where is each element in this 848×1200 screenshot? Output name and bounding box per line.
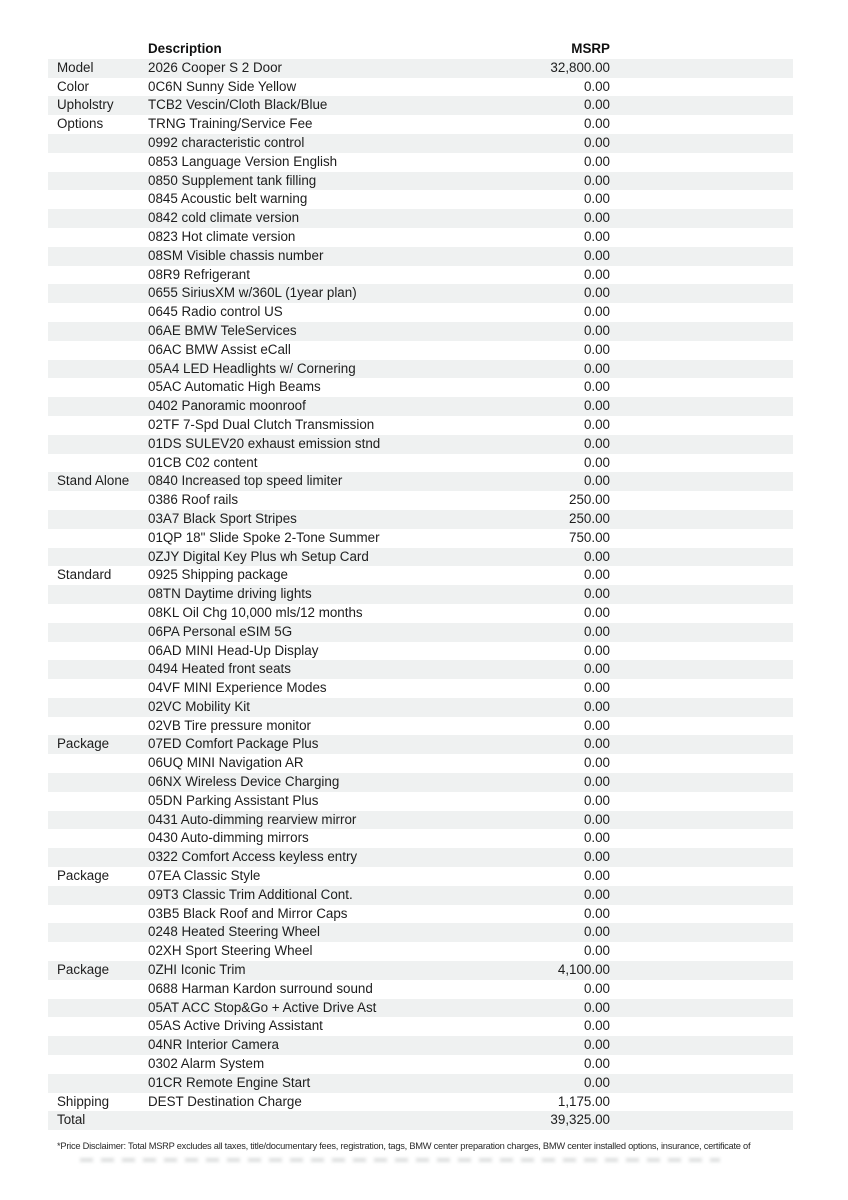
description-cell: 06UQ MINI Navigation AR	[148, 755, 304, 771]
description-cell: 0992 characteristic control	[148, 134, 305, 150]
price-disclaimer-text: *Price Disclaimer: Total MSRP excludes all taxes, title/documentary fees, registration, tags, BMW center preparation charges, BMW center installed options, insurance, certificate of	[57, 1141, 751, 1151]
description-cell: 01CB C02 content	[148, 454, 258, 470]
msrp-cell: 0.00	[583, 172, 610, 188]
table-row	[48, 566, 793, 585]
category-cell: Total	[57, 1112, 86, 1128]
table-row	[48, 942, 793, 961]
msrp-cell: 0.00	[583, 698, 610, 714]
msrp-cell: 0.00	[583, 680, 610, 696]
msrp-cell: 0.00	[583, 1074, 610, 1090]
description-cell: 05AT ACC Stop&Go + Active Drive Ast	[148, 999, 377, 1015]
msrp-cell: 0.00	[583, 736, 610, 752]
vehicle-pricing-table	[48, 40, 793, 1130]
msrp-cell: 250.00	[569, 492, 610, 508]
msrp-cell: 0.00	[583, 755, 610, 771]
description-cell: 0386 Roof rails	[148, 492, 239, 508]
table-row	[48, 153, 793, 172]
msrp-cell: 250.00	[569, 510, 610, 526]
msrp-cell: 0.00	[583, 567, 610, 583]
category-cell: Package	[57, 736, 110, 752]
table-row	[48, 322, 793, 341]
table-row	[48, 867, 793, 886]
table-row	[48, 360, 793, 379]
table-row	[48, 1093, 793, 1112]
table-row	[48, 548, 793, 567]
msrp-cell: 0.00	[583, 586, 610, 602]
description-cell: 02XH Sport Steering Wheel	[148, 943, 313, 959]
table-row	[48, 1017, 793, 1036]
msrp-cell: 39,325.00	[550, 1112, 610, 1128]
description-cell: 0655 SiriusXM w/360L (1year plan)	[148, 285, 357, 301]
msrp-cell: 0.00	[583, 379, 610, 395]
table-row	[48, 999, 793, 1018]
table-row	[48, 642, 793, 661]
msrp-cell: 0.00	[583, 642, 610, 658]
description-cell: 0840 Increased top speed limiter	[148, 473, 343, 489]
table-row	[48, 961, 793, 980]
table-row	[48, 397, 793, 416]
table-row	[48, 923, 793, 942]
table-row	[48, 228, 793, 247]
header-description-cell: Description	[148, 41, 222, 56]
description-cell: 06NX Wireless Device Charging	[148, 774, 340, 790]
description-cell: 0645 Radio control US	[148, 304, 283, 320]
category-cell: Stand Alone	[57, 473, 130, 489]
msrp-cell: 0.00	[583, 210, 610, 226]
table-row	[48, 1055, 793, 1074]
description-cell: 0853 Language Version English	[148, 153, 338, 169]
description-cell: 0925 Shipping package	[148, 567, 288, 583]
table-row	[48, 416, 793, 435]
table-row	[48, 717, 793, 736]
table-row	[48, 96, 793, 115]
table-header	[48, 40, 793, 59]
description-cell: 0248 Heated Steering Wheel	[148, 924, 320, 940]
table-row	[48, 134, 793, 153]
description-cell: 0430 Auto-dimming mirrors	[148, 830, 309, 846]
description-cell: 0850 Supplement tank filling	[148, 172, 317, 188]
msrp-cell: 1,175.00	[557, 1093, 610, 1109]
description-cell: 06AD MINI Head-Up Display	[148, 642, 319, 658]
table-row	[48, 829, 793, 848]
description-cell: 0ZHI Iconic Trim	[148, 962, 246, 978]
description-cell: 08TN Daytime driving lights	[148, 586, 312, 602]
msrp-cell: 0.00	[583, 416, 610, 432]
msrp-cell: 0.00	[583, 943, 610, 959]
description-cell: 05AS Active Driving Assistant	[148, 1018, 323, 1034]
msrp-cell: 0.00	[583, 360, 610, 376]
msrp-cell: 4,100.00	[557, 962, 610, 978]
description-cell: 0688 Harman Kardon surround sound	[148, 980, 373, 996]
table-row	[48, 1036, 793, 1055]
table-row	[48, 510, 793, 529]
table-row	[48, 1074, 793, 1093]
table-row	[48, 472, 793, 491]
table-row	[48, 585, 793, 604]
description-cell: 07EA Classic Style	[148, 868, 261, 884]
table-row	[48, 679, 793, 698]
description-cell: 01QP 18" Slide Spoke 2-Tone Summer	[148, 529, 380, 545]
category-cell: Color	[57, 78, 89, 94]
msrp-cell: 0.00	[583, 1018, 610, 1034]
msrp-cell: 0.00	[583, 454, 610, 470]
description-cell: 0322 Comfort Access keyless entry	[148, 849, 358, 865]
description-cell: 0431 Auto-dimming rearview mirror	[148, 811, 357, 827]
description-cell: 0842 cold climate version	[148, 210, 300, 226]
table-row	[48, 811, 793, 830]
msrp-cell: 0.00	[583, 134, 610, 150]
description-cell: 09T3 Classic Trim Additional Cont.	[148, 886, 353, 902]
description-cell: 03B5 Black Roof and Mirror Caps	[148, 905, 348, 921]
table-row	[48, 266, 793, 285]
description-cell: 01CR Remote Engine Start	[148, 1074, 311, 1090]
table-row	[48, 698, 793, 717]
description-cell: 0302 Alarm System	[148, 1056, 265, 1072]
msrp-cell: 750.00	[569, 529, 610, 545]
table-row	[48, 604, 793, 623]
description-cell: 02VB Tire pressure monitor	[148, 717, 311, 733]
msrp-cell: 0.00	[583, 473, 610, 489]
table-row	[48, 754, 793, 773]
msrp-cell: 0.00	[583, 886, 610, 902]
description-cell: TCB2 Vescin/Cloth Black/Blue	[148, 97, 328, 113]
description-cell: 0402 Panoramic moonroof	[148, 398, 306, 414]
category-cell: Options	[57, 116, 104, 132]
msrp-cell: 0.00	[583, 228, 610, 244]
table-row	[48, 848, 793, 867]
table-row	[48, 529, 793, 548]
description-cell: DEST Destination Charge	[148, 1093, 302, 1109]
table-row	[48, 341, 793, 360]
description-cell: 05DN Parking Assistant Plus	[148, 792, 319, 808]
description-cell: 03A7 Black Sport Stripes	[148, 510, 297, 526]
category-cell: Upholstry	[57, 97, 114, 113]
scan-artifact-faded-text-line	[80, 1158, 720, 1162]
table-row	[48, 190, 793, 209]
msrp-cell: 0.00	[583, 661, 610, 677]
table-row	[48, 792, 793, 811]
description-cell: 06AC BMW Assist eCall	[148, 341, 291, 357]
msrp-cell: 0.00	[583, 924, 610, 940]
description-cell: 0494 Heated front seats	[148, 661, 291, 677]
table-row	[48, 378, 793, 397]
msrp-cell: 0.00	[583, 548, 610, 564]
description-cell: 07ED Comfort Package Plus	[148, 736, 319, 752]
description-cell: 08R9 Refrigerant	[148, 266, 250, 282]
table-row	[48, 284, 793, 303]
description-cell: 2026 Cooper S 2 Door	[148, 59, 282, 75]
msrp-cell: 0.00	[583, 191, 610, 207]
description-cell: 05AC Automatic High Beams	[148, 379, 321, 395]
msrp-cell: 0.00	[583, 604, 610, 620]
category-cell: Package	[57, 868, 110, 884]
msrp-cell: 0.00	[583, 398, 610, 414]
table-row	[48, 303, 793, 322]
msrp-cell: 0.00	[583, 266, 610, 282]
msrp-cell: 0.00	[583, 285, 610, 301]
table-body	[48, 59, 793, 1130]
description-cell: 0ZJY Digital Key Plus wh Setup Card	[148, 548, 369, 564]
table-row	[48, 905, 793, 924]
description-cell: 04NR Interior Camera	[148, 1037, 279, 1053]
table-row	[48, 454, 793, 473]
table-row	[48, 735, 793, 754]
msrp-cell: 0.00	[583, 97, 610, 113]
description-cell: 01DS SULEV20 exhaust emission stnd	[148, 435, 381, 451]
msrp-cell: 0.00	[583, 1056, 610, 1072]
msrp-cell: 0.00	[583, 830, 610, 846]
description-cell: TRNG Training/Service Fee	[148, 116, 313, 132]
msrp-cell: 0.00	[583, 322, 610, 338]
msrp-cell: 0.00	[583, 868, 610, 884]
table-row	[48, 660, 793, 679]
description-cell: 08SM Visible chassis number	[148, 247, 324, 263]
description-cell: 02VC Mobility Kit	[148, 698, 250, 714]
msrp-cell: 0.00	[583, 116, 610, 132]
msrp-cell: 0.00	[583, 792, 610, 808]
msrp-cell: 32,800.00	[550, 59, 610, 75]
description-cell: 05A4 LED Headlights w/ Cornering	[148, 360, 356, 376]
table-row	[48, 491, 793, 510]
description-cell: 06PA Personal eSIM 5G	[148, 623, 293, 639]
msrp-cell: 0.00	[583, 849, 610, 865]
table-row	[48, 59, 793, 78]
description-cell: 0C6N Sunny Side Yellow	[148, 78, 297, 94]
msrp-cell: 0.00	[583, 153, 610, 169]
category-cell: Standard	[57, 567, 112, 583]
description-cell: 02TF 7-Spd Dual Clutch Transmission	[148, 416, 375, 432]
table-row	[48, 623, 793, 642]
header-msrp-cell: MSRP	[571, 41, 610, 56]
msrp-cell: 0.00	[583, 905, 610, 921]
table-row	[48, 78, 793, 97]
category-cell: Package	[57, 962, 110, 978]
table-row	[48, 1111, 793, 1130]
msrp-cell: 0.00	[583, 717, 610, 733]
table-row	[48, 209, 793, 228]
table-row	[48, 435, 793, 454]
table-row	[48, 115, 793, 134]
table-row	[48, 773, 793, 792]
msrp-cell: 0.00	[583, 78, 610, 94]
msrp-cell: 0.00	[583, 980, 610, 996]
table-row	[48, 886, 793, 905]
description-cell: 0823 Hot climate version	[148, 228, 296, 244]
msrp-cell: 0.00	[583, 435, 610, 451]
msrp-cell: 0.00	[583, 774, 610, 790]
table-row	[48, 172, 793, 191]
table-row	[48, 247, 793, 266]
msrp-cell: 0.00	[583, 341, 610, 357]
msrp-cell: 0.00	[583, 811, 610, 827]
description-cell: 08KL Oil Chg 10,000 mls/12 months	[148, 604, 363, 620]
msrp-cell: 0.00	[583, 623, 610, 639]
msrp-cell: 0.00	[583, 999, 610, 1015]
category-cell: Model	[57, 59, 94, 75]
msrp-cell: 0.00	[583, 247, 610, 263]
msrp-cell: 0.00	[583, 1037, 610, 1053]
description-cell: 0845 Acoustic belt warning	[148, 191, 308, 207]
msrp-cell: 0.00	[583, 304, 610, 320]
category-cell: Shipping	[57, 1093, 110, 1109]
description-cell: 06AE BMW TeleServices	[148, 322, 297, 338]
description-cell: 04VF MINI Experience Modes	[148, 680, 327, 696]
table-row	[48, 980, 793, 999]
table-header-row	[48, 40, 793, 59]
